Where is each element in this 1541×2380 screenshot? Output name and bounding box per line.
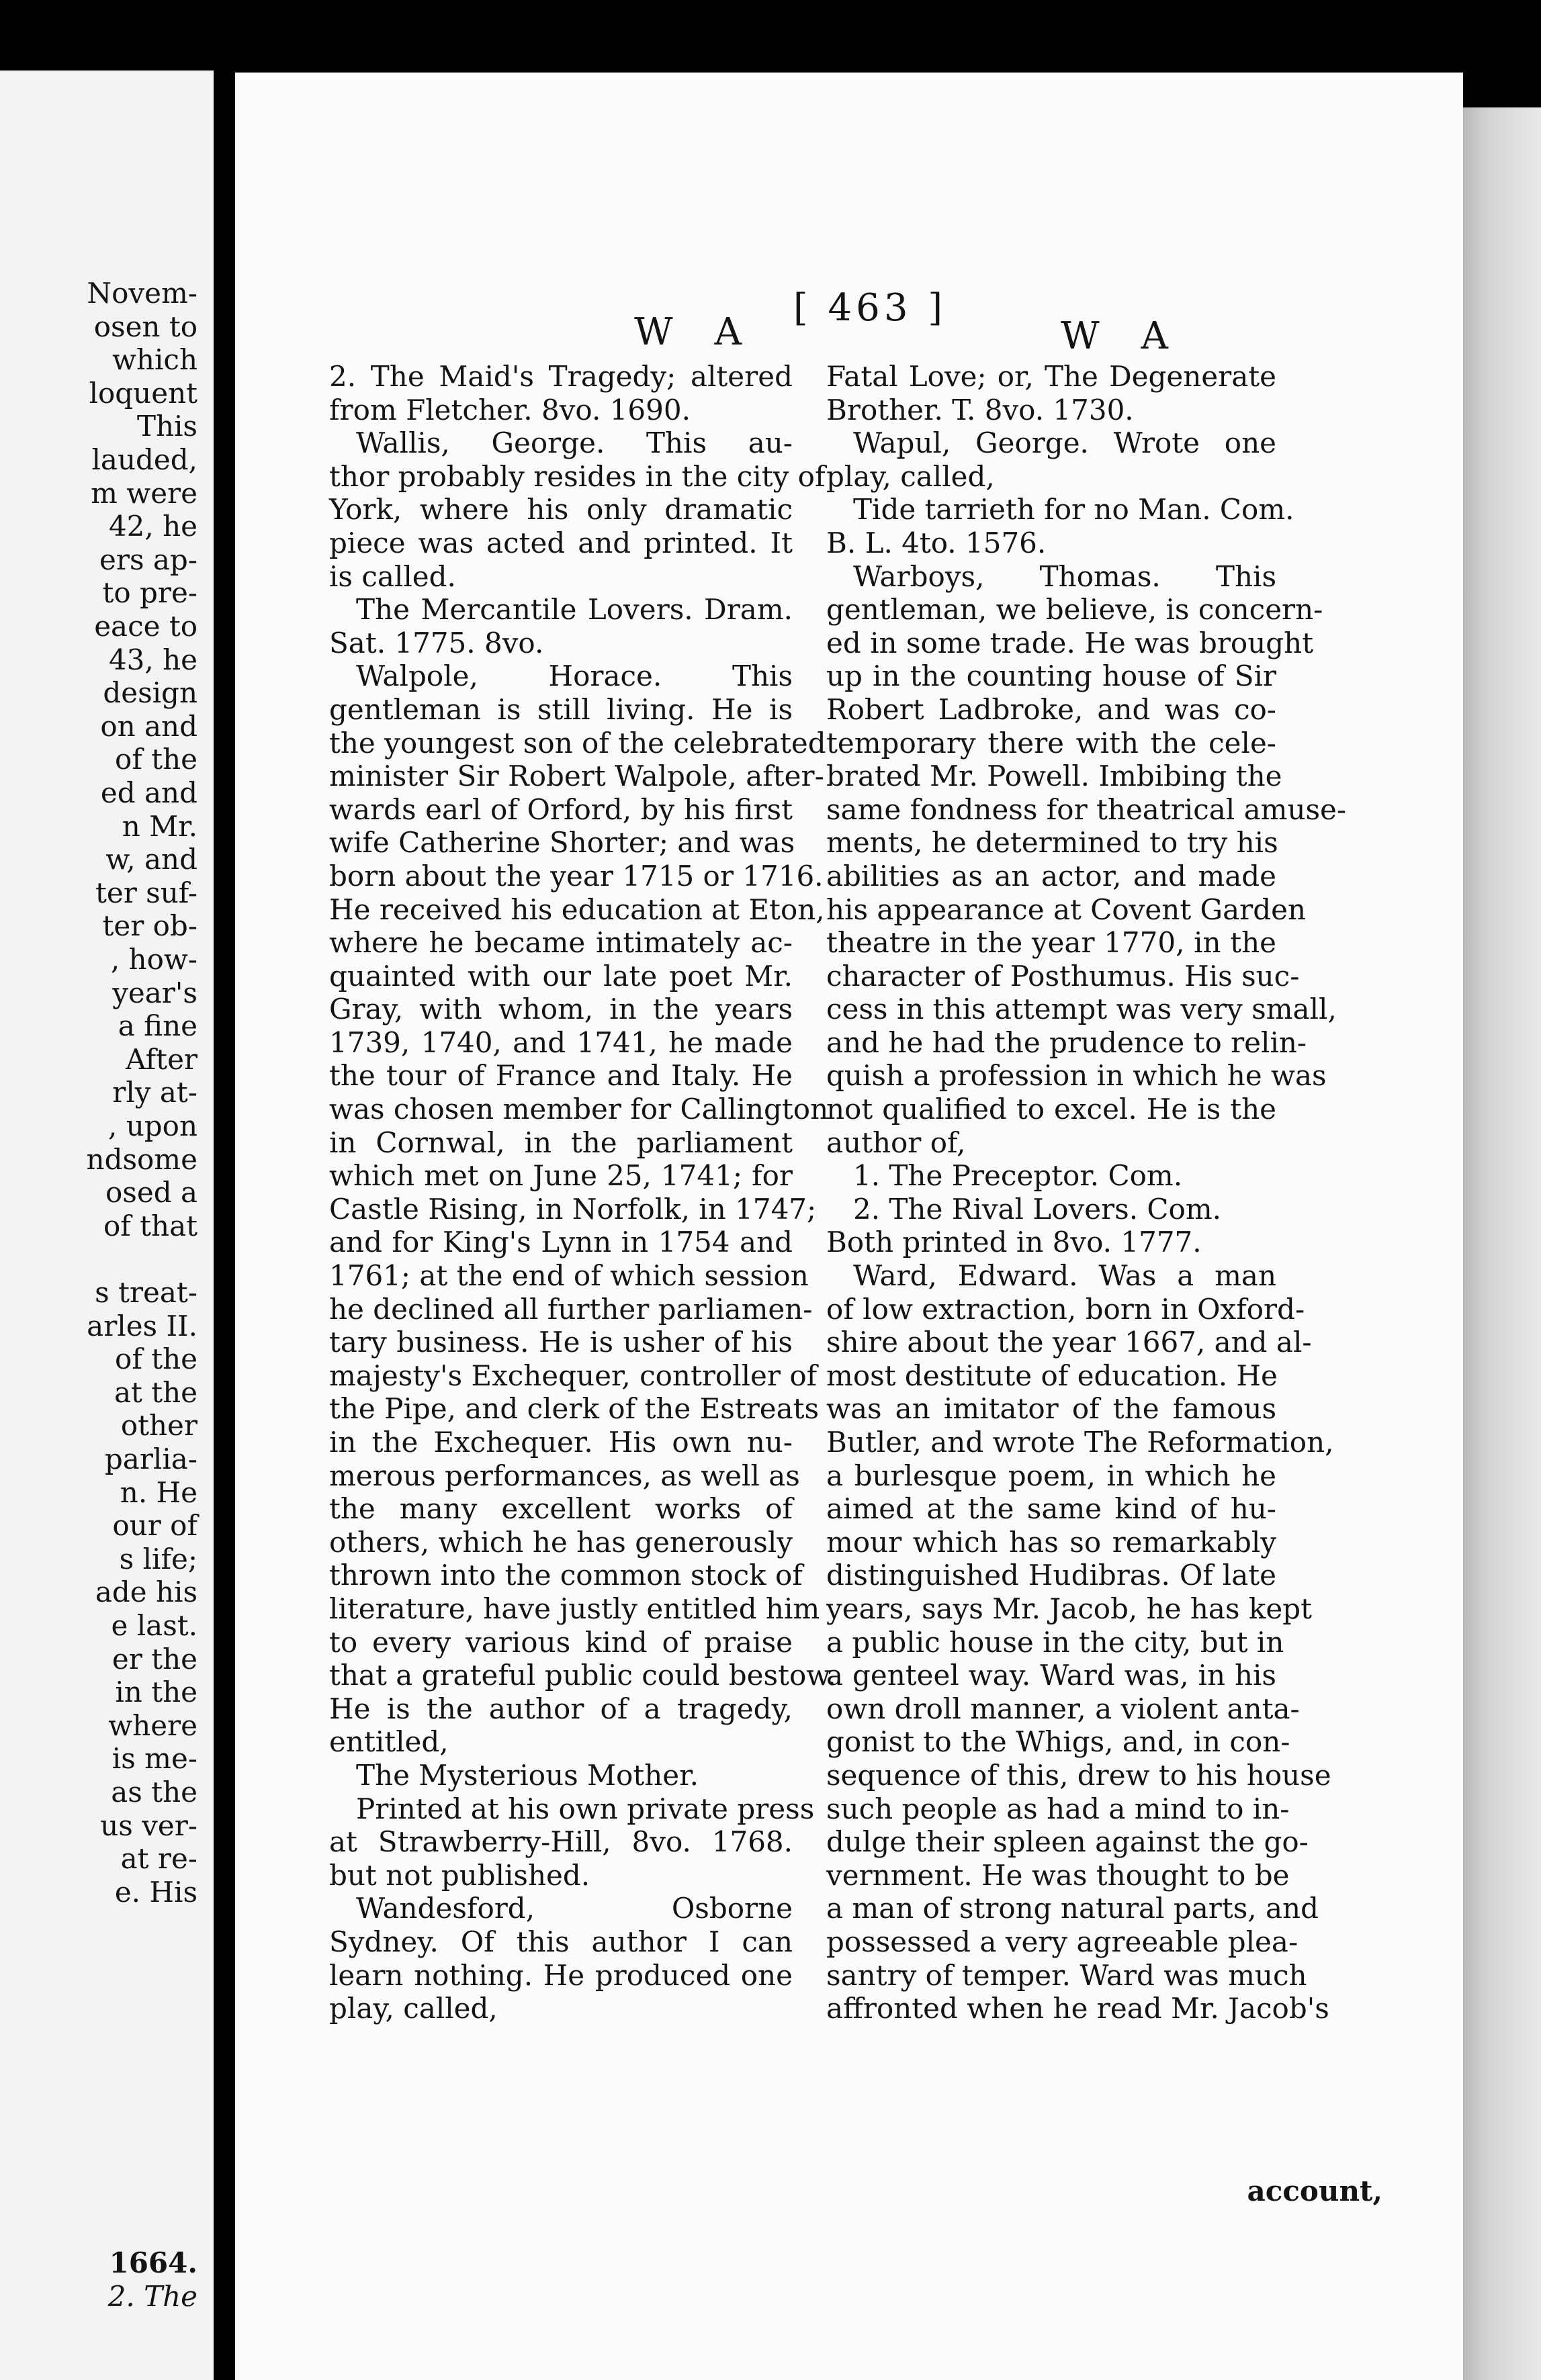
text-line: not qualified to excel. He is the — [826, 1093, 1276, 1126]
text-line: shire about the year 1667, and al- — [826, 1326, 1312, 1359]
text-line: distinguished Hudibras. Of late — [826, 1559, 1276, 1592]
left-page-fragment-line: on and — [100, 709, 197, 743]
text-line: from Fletcher. 8vo. 1690. — [329, 393, 691, 426]
left-page-catchword: 2. The — [107, 2280, 197, 2313]
text-line: 1761; at the end of which session — [329, 1259, 809, 1293]
text-line: same fondness for theatrical amuse- — [826, 792, 1347, 826]
left-page-fragment-line: other — [120, 1409, 197, 1443]
text-line: and for King's Lynn in 1754 and — [329, 1226, 793, 1259]
text-line: Warboys, Thomas. This — [853, 559, 1276, 593]
text-line: he declined all further parliamen- — [329, 1292, 813, 1326]
left-page-fragment-line: parlia- — [104, 1443, 197, 1475]
left-page-fragment-line: w, and — [105, 843, 197, 876]
left-page-fragment-line: year's — [112, 976, 197, 1009]
left-page-fragment-line: After — [126, 1042, 197, 1076]
left-page-fragment-line: s treat- — [95, 1276, 197, 1309]
text-line: entitled, — [329, 1725, 449, 1759]
left-page-fragment-line: of the — [115, 743, 197, 776]
left-page-fragment-line: 43, he — [108, 643, 197, 676]
text-line: where he became intimately ac- — [329, 926, 793, 960]
text-line: Printed at his own private press — [356, 1792, 815, 1825]
facing-left-page — [0, 71, 214, 2380]
text-line: was an imitator of the famous — [826, 1392, 1276, 1426]
text-line: and he had the prudence to relin- — [826, 1025, 1307, 1059]
text-line: literature, have justly entitled him — [329, 1592, 820, 1625]
left-page-fragment-line: osen to — [93, 310, 197, 343]
text-line: vernment. He was thought to be — [826, 1858, 1290, 1892]
text-line: to every various kind of praise — [329, 1625, 793, 1659]
text-line: of low extraction, born in Oxford- — [826, 1292, 1305, 1326]
text-line: wards earl of Orford, by his first — [329, 792, 793, 826]
text-line: up in the counting house of Sir — [826, 659, 1276, 693]
running-head-right: W A — [1061, 314, 1183, 358]
text-line: quainted with our late poet Mr. — [329, 959, 793, 993]
text-line: quish a profession in which he was — [826, 1059, 1327, 1093]
text-line: 2. The Rival Lovers. Com. — [853, 1192, 1221, 1226]
text-line: He is the author of a tragedy, — [329, 1692, 793, 1725]
text-line: abilities as an actor, and made — [826, 859, 1276, 892]
text-line: 1739, 1740, and 1741, he made — [329, 1025, 793, 1059]
text-line: Both printed in 8vo. 1777. — [826, 1226, 1202, 1259]
text-line: brated Mr. Powell. Imbibing the — [826, 760, 1282, 793]
text-line: but not published. — [329, 1858, 590, 1892]
text-line: own droll manner, a violent anta- — [826, 1692, 1300, 1725]
left-page-fragment-line: of the — [115, 1342, 197, 1376]
left-page-fragment-line: at re- — [120, 1842, 197, 1876]
text-line: the Pipe, and clerk of the Estreats — [329, 1392, 820, 1426]
text-line: Walpole, Horace. This — [356, 659, 793, 693]
text-line: his appearance at Covent Garden — [826, 892, 1306, 926]
text-line: character of Posthumus. His suc- — [826, 959, 1300, 993]
text-line: temporary there with the cele- — [826, 726, 1276, 760]
left-page-fragment-line: loquent — [89, 376, 197, 410]
text-line: gentleman is still living. He is — [329, 692, 793, 726]
left-page-fragment-line: ers ap- — [99, 543, 197, 576]
left-page-fragment-line: e. His — [114, 1875, 197, 1909]
text-line: others, which he has generously — [329, 1525, 793, 1559]
text-line: ments, he determined to try his — [826, 826, 1278, 860]
left-page-fragment-line: design — [103, 676, 197, 710]
text-line: B. L. 4to. 1576. — [826, 526, 1047, 559]
text-line: thor probably resides in the city of — [329, 459, 826, 493]
left-page-fragment-line: e last. — [111, 1609, 197, 1642]
text-line: a public house in the city, but in — [826, 1625, 1284, 1659]
text-line: born about the year 1715 or 1716. — [329, 859, 824, 892]
text-line: York, where his only dramatic — [329, 493, 793, 527]
text-line: play, called, — [329, 1992, 498, 2025]
text-line: author of, — [826, 1126, 966, 1159]
text-line: Fatal Love; or, The Degenerate — [826, 360, 1276, 393]
text-line: Wandesford, Osborne — [356, 1892, 793, 1925]
text-line: is called. — [329, 559, 456, 593]
text-line: Wallis, George. This au- — [356, 426, 793, 460]
text-line: in the Exchequer. His own nu- — [329, 1426, 793, 1459]
left-page-fragment-line: ter ob- — [102, 909, 197, 943]
text-line: Wapul, George. Wrote one — [853, 426, 1276, 460]
left-page-fragment-line: 42, he — [108, 510, 197, 543]
text-line: wife Catherine Shorter; and was — [329, 826, 795, 860]
text-line: santry of temper. Ward was much — [826, 1958, 1307, 1992]
text-line: sequence of this, drew to his house — [826, 1758, 1331, 1792]
text-line: dulge their spleen against the go- — [826, 1825, 1309, 1859]
left-page-fragment-line: rly at- — [112, 1076, 197, 1109]
text-line: Sat. 1775. 8vo. — [329, 626, 544, 659]
left-page-fragment-line: in the — [115, 1676, 197, 1709]
left-page-fragment-line: as the — [111, 1776, 197, 1809]
running-head-left: W A — [634, 310, 756, 354]
left-page-fragment-line: our of — [112, 1509, 197, 1543]
text-line: tary business. He is usher of his — [329, 1326, 793, 1359]
text-line: Castle Rising, in Norfolk, in 1747; — [329, 1192, 817, 1226]
text-line: the youngest son of the celebrated — [329, 726, 826, 760]
main-page — [235, 73, 1463, 2380]
left-page-fragment-line: ndsome — [86, 1142, 197, 1176]
right-text-column — [826, 360, 1347, 2025]
text-line: in Cornwal, in the parliament — [329, 1126, 793, 1159]
left-page-fragment-line: er the — [112, 1642, 197, 1676]
text-line: The Mysterious Mother. — [356, 1758, 699, 1792]
text-line: 1. The Preceptor. Com. — [853, 1159, 1183, 1193]
catchword: account, — [1247, 2175, 1382, 2207]
left-page-fragment-line: s life; — [119, 1542, 197, 1575]
text-line: play, called, — [826, 459, 995, 493]
text-line: gentleman, we believe, is concern- — [826, 593, 1323, 627]
text-line: was chosen member for Callington — [329, 1093, 829, 1126]
text-line: The Mercantile Lovers. Dram. — [356, 593, 793, 627]
text-line: gonist to the Whigs, and, in con- — [826, 1725, 1290, 1759]
left-page-fragment-line: ade his — [95, 1575, 197, 1609]
left-page-fragment-line: Novem- — [87, 277, 197, 310]
left-page-fragment-line: eace to — [94, 610, 197, 643]
text-line: He received his education at Eton, — [329, 892, 825, 926]
left-page-fragment-line: osed a — [105, 1176, 197, 1209]
page-edge-right — [1463, 107, 1541, 2380]
text-line: the many excellent works of — [329, 1492, 793, 1526]
left-page-fragment-line: arles II. — [87, 1309, 197, 1342]
text-line: Butler, and wrote The Reformation, — [826, 1426, 1334, 1459]
text-line: affronted when he read Mr. Jacob's — [826, 1992, 1329, 2025]
text-line: most destitute of education. He — [826, 1359, 1278, 1392]
text-line: which met on June 25, 1741; for — [329, 1159, 793, 1193]
left-page-fragment-line: n Mr. — [122, 809, 197, 843]
left-page-fragment-line: at the — [114, 1375, 197, 1409]
left-page-fragment-line: ter suf- — [95, 876, 197, 909]
left-text-column — [329, 360, 836, 2025]
text-line: that a grateful public could bestow. — [329, 1659, 836, 1692]
left-page-fragment-line: m were — [91, 476, 197, 510]
page-number: [ 463 ] — [793, 286, 947, 330]
text-line: aimed at the same kind of hu- — [826, 1492, 1276, 1526]
left-page-fragment-line: is me- — [112, 1742, 197, 1776]
left-page-fragment-line: to pre- — [102, 576, 197, 610]
left-page-fragment-line: lauded, — [91, 443, 197, 476]
left-page-fragment-line: n. He — [120, 1475, 197, 1509]
text-line: cess in this attempt was very small, — [826, 993, 1337, 1026]
text-line: thrown into the common stock of — [329, 1559, 803, 1592]
text-line: a genteel way. Ward was, in his — [826, 1659, 1276, 1692]
left-page-catchword-year: 1664. — [109, 2246, 197, 2279]
left-page-fragment-line: , how- — [110, 943, 197, 976]
text-line: at Strawberry-Hill, 8vo. 1768. — [329, 1825, 793, 1859]
text-line: 2. The Maid's Tragedy; altered — [329, 360, 793, 393]
text-line: a man of strong natural parts, and — [826, 1892, 1319, 1925]
text-line: such people as had a mind to in- — [826, 1792, 1290, 1825]
text-line: majesty's Exchequer, controller of — [329, 1359, 818, 1392]
text-line: theatre in the year 1770, in the — [826, 926, 1276, 960]
text-line: Gray, with whom, in the years — [329, 993, 793, 1026]
left-page-fragment-line: us ver- — [100, 1809, 197, 1842]
text-line: ed in some trade. He was brought — [826, 626, 1314, 659]
text-line: learn nothing. He produced one — [329, 1958, 793, 1992]
left-page-fragment-line: a fine — [118, 1009, 197, 1043]
text-line: merous performances, as well as — [329, 1459, 800, 1492]
text-line: Ward, Edward. Was a man — [853, 1259, 1276, 1293]
text-line: the tour of France and Italy. He — [329, 1059, 793, 1093]
text-line: years, says Mr. Jacob, he has kept — [826, 1592, 1312, 1625]
left-page-fragment-line: , upon — [108, 1109, 197, 1142]
text-line: mour which has so remarkably — [826, 1525, 1276, 1559]
text-line: Brother. T. 8vo. 1730. — [826, 393, 1134, 426]
text-line: Robert Ladbroke, and was co- — [826, 692, 1276, 726]
left-page-fragment-line: ed and — [100, 776, 197, 809]
text-line: Tide tarrieth for no Man. Com. — [853, 493, 1294, 527]
left-page-fragment-line: of that — [103, 1209, 197, 1242]
text-line: minister Sir Robert Walpole, after- — [329, 760, 824, 793]
left-page-fragment-line: which — [112, 343, 197, 377]
text-line: possessed a very agreeable plea- — [826, 1925, 1298, 1958]
text-line: a burlesque poem, in which he — [826, 1459, 1276, 1492]
text-line: Sydney. Of this author I can — [329, 1925, 793, 1958]
left-page-fragment-line: where — [108, 1708, 197, 1742]
left-page-fragment-line: This — [136, 410, 197, 443]
text-line: piece was acted and printed. It — [329, 526, 793, 559]
